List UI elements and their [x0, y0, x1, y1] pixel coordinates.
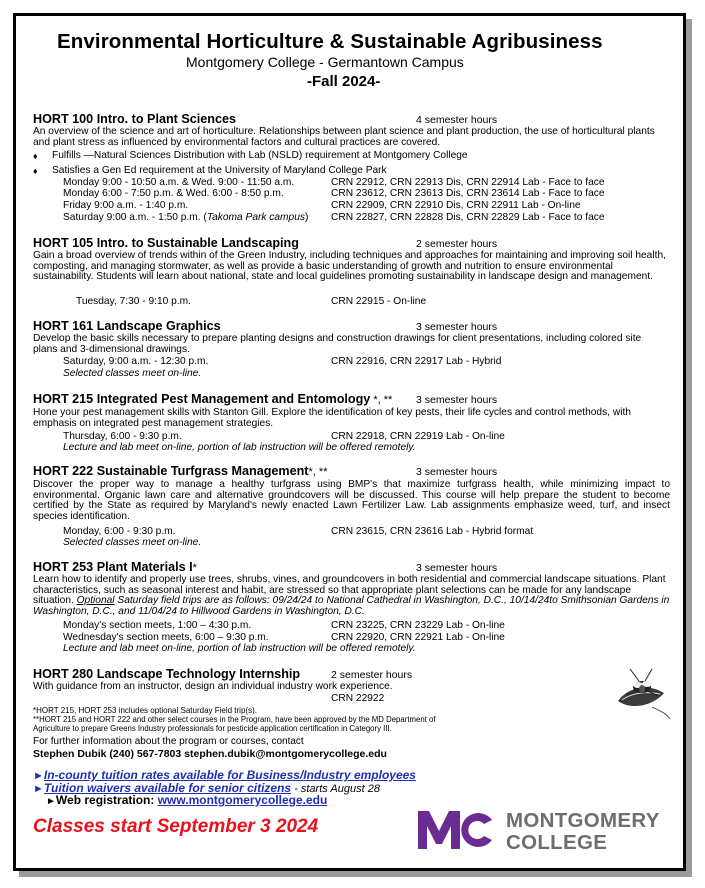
hort105-hours: 2 semester hours: [416, 238, 498, 250]
hort280-description: With guidance from an instructor, design an individual industry work experience.: [33, 681, 393, 692]
hort161-note: Selected classes meet on-line.: [63, 368, 202, 379]
hort280-hours: 2 semester hours: [331, 669, 413, 681]
hort161-hours: 3 semester hours: [416, 321, 498, 333]
web-registration-link[interactable]: www.montgomerycollege.edu: [157, 793, 328, 807]
campus-subtitle: Montgomery College - Germantown Campus: [186, 54, 464, 70]
tuition-rates-link[interactable]: In-county tuition rates available for Business/Industry employees: [43, 768, 416, 782]
web-registration-label: Web registration:: [55, 793, 158, 807]
hort100-hours: 4 semester hours: [416, 114, 498, 126]
hort215-title: HORT 215 Integrated Pest Management and Entomology *, **: [33, 392, 393, 406]
hort100-section2-crn: CRN 23612, CRN 23613 Dis, CRN 23614 Lab - Face to face: [331, 188, 605, 199]
hort100-description: An overview of the science and art of horticulture. Relationships between plant science and plant production, the use of horticultural plants and plant stress as influenced by environmental factors and cultural practices are covered.: [33, 126, 655, 148]
hort161-section1-time: Saturday, 9:00 a.m. - 12:30 p.m.: [63, 356, 209, 367]
hort100-section2-time: Monday 6:00 - 7:50 p.m. & Wed. 6:00 - 8:50 p.m.: [63, 188, 284, 199]
hort253-description: Learn how to identify and properly use trees, shrubs, vines, and groundcovers in both residential and commercial landscape situations. Plant characteristics, such as seasonal interest and habit, are stressed so that appropriate plant selections can be made for any landscape situation. Optional Saturday field trips are as follows: 09/24/24 to National Cathedral in Washington, D.C., 10/14/24to Smithsonian Gardens in Washington, D.C., and 11/04/24 to Hillwood Gardens in Washington, D.C.: [33, 574, 670, 617]
hort222-section1-crn: CRN 23615, CRN 23616 Lab - Hybrid format: [331, 526, 534, 537]
diamond-bullet-icon: ♦: [33, 151, 38, 161]
page-title: Environmental Horticulture & Sustainable Agribusiness: [57, 30, 603, 53]
more-info-text: For further information about the program or courses, contact: [33, 736, 304, 747]
hort161-description: Develop the basic skills necessary to prepare planting designs and construction drawings for client presentations, including colored site plans and 3-dimensional drawings.: [33, 333, 642, 355]
hort100-bullet-gened: Satisfies a Gen Ed requirement at the University of Maryland College Park: [52, 165, 387, 176]
waivers-start-date: - starts August 28: [291, 783, 380, 795]
tuition-waivers-link[interactable]: Tuition waivers available for senior citizens: [43, 781, 292, 795]
term-label: -Fall 2024-: [307, 73, 381, 90]
hort105-title: HORT 105 Intro. to Sustainable Landscaping: [33, 236, 299, 250]
hort100-section4-time: Saturday 9:00 a.m. - 1:50 p.m. (Takoma Park campus): [63, 212, 309, 223]
hort161-title: HORT 161 Landscape Graphics: [33, 319, 221, 333]
classes-start-banner: Classes start September 3 2024: [33, 816, 319, 837]
hort161-section1-crn: CRN 22916, CRN 22917 Lab - Hybrid: [331, 356, 502, 367]
hort253-hours: 3 semester hours: [416, 562, 498, 574]
hort100-section1-crn: CRN 22912, CRN 22913 Dis, CRN 22914 Lab - Face to face: [331, 177, 605, 188]
hort280-crn: CRN 22922: [331, 693, 385, 704]
hort222-section1-time: Monday, 6:00 - 9:30 p.m.: [63, 526, 176, 537]
hort105-description: Gain a broad overview of trends within of the Green Industry, including techniques and approaches for maintaining and improving soil health, composting, and managing stormwater, as well as provide a basic understanding of growth and nutrition to ensure environmental sustainability. Students will learn about national, state and local guidelines promoting sustainability in landscape design and management.: [33, 250, 666, 283]
hort215-section1-crn: CRN 22918, CRN 22919 Lab - On-line: [331, 431, 505, 442]
contact-info: Stephen Dubik (240) 567-7803 stephen.dubik@montgomerycollege.edu: [33, 748, 387, 760]
hort222-hours: 3 semester hours: [416, 466, 498, 478]
hort253-note: Lecture and lab meet on-line, portion of lab instruction will be offered remotely.: [63, 643, 416, 654]
beetle-illustration-icon: [612, 667, 672, 721]
hort253-section1-crn: CRN 23225, CRN 23229 Lab - On-line: [331, 620, 505, 631]
hort100-title: HORT 100 Intro. to Plant Sciences: [33, 112, 236, 126]
diamond-bullet-icon: ♦: [33, 166, 38, 176]
arrow-right-icon: ►: [46, 796, 56, 807]
hort280-title: HORT 280 Landscape Technology Internship: [33, 667, 301, 681]
hort215-hours: 3 semester hours: [416, 394, 498, 406]
arrow-right-icon: ►: [33, 783, 44, 795]
hort222-title: HORT 222 Sustainable Turfgrass Management*, **: [33, 464, 328, 478]
footnote-pesticide-certification: **HORT 215 and HORT 222 and other select courses in the Program, have been approved by the MD Department of Agriculture to prepare Greens Industry professionals for pesticide application certification in Category III.: [33, 715, 436, 733]
hort105-section1-time: Tuesday, 7:30 - 9:10 p.m.: [76, 296, 191, 307]
hort215-section1-time: Thursday, 6:00 - 9:30 p.m.: [63, 431, 182, 442]
hort100-section4-crn: CRN 22827, CRN 22828 Dis, CRN 22829 Lab - Face to face: [331, 212, 605, 223]
hort215-note: Lecture and lab meet on-line, portion of lab instruction will be offered remotely.: [63, 442, 416, 453]
hort215-description: Hone your pest management skills with Stanton Gill. Explore the identification of key pests, their life cycles and control methods, with emphasis on integrated pest management strategies.: [33, 407, 631, 429]
hort222-note: Selected classes meet on-line.: [63, 537, 202, 548]
hort253-section1-time: Monday's section meets, 1:00 – 4:30 p.m.: [63, 620, 252, 631]
hort100-section3-time: Friday 9:00 a.m. - 1:40 p.m.: [63, 200, 189, 211]
hort100-section1-time: Monday 9:00 - 10:50 a.m. & Wed. 9:00 - 11:50 a.m.: [63, 177, 295, 188]
takoma-park-campus: Takoma Park campus: [206, 212, 305, 223]
web-registration-row: [46, 793, 327, 807]
hort222-description: Discover the proper way to manage a healthy turfgrass using BMP's that maximize turfgrass health, while minimizing impact to environmental. Organic lawn care and alternative groundcovers will be discussed. This course will help prepare the student to become certified by the State as required by Maryland's newly enacted Lawn Fertilizer Law. Lab assignments emphasize weed, turf, and insect species identification.: [33, 479, 670, 522]
arrow-right-icon: ►: [33, 770, 44, 782]
hort105-section1-crn: CRN 22915 - On-line: [331, 296, 427, 307]
mc-logo-icon: [418, 811, 494, 849]
hort253-title: HORT 253 Plant Materials I*: [33, 560, 197, 574]
college-name: MONTGOMERY COLLEGE: [506, 809, 660, 854]
hort253-section2-time: Wednesday's section meets, 6:00 – 9:30 p.m.: [63, 632, 269, 643]
hort253-section2-crn: CRN 22920, CRN 22921 Lab - On-line: [331, 632, 505, 643]
hort100-section3-crn: CRN 22909, CRN 22910 Dis, CRN 22911 Lab - On-line: [331, 200, 581, 211]
hort100-bullet-nsld: Fulfills —Natural Sciences Distribution with Lab (NSLD) requirement at Montgomery College: [52, 150, 468, 161]
footnote-field-trips: *HORT 215, HORT 253 includes optional Saturday Field trip(s).: [33, 706, 257, 715]
